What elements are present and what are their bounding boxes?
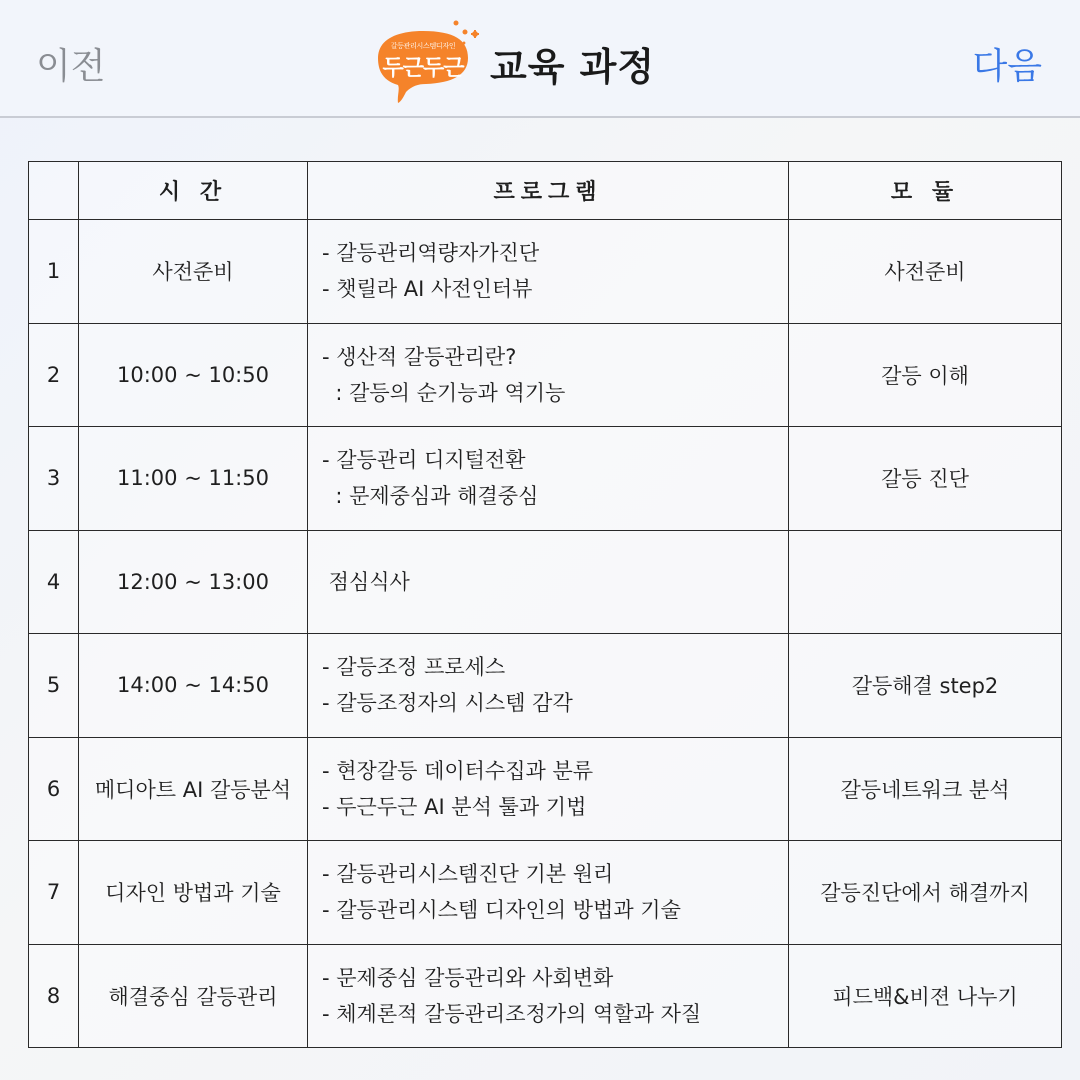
row-number: 6 bbox=[29, 737, 79, 841]
table-row bbox=[29, 634, 1062, 738]
prev-button[interactable]: 이전 bbox=[36, 46, 106, 87]
row-number: 2 bbox=[29, 323, 79, 427]
row-number: 4 bbox=[29, 530, 79, 634]
program-line: - 생산적 갈등관리란? bbox=[322, 344, 517, 369]
table-header-row bbox=[29, 162, 1062, 220]
program-line: - 갈등관리역량자가진단 bbox=[322, 241, 540, 266]
program-line: 점심식사 bbox=[322, 569, 410, 594]
program-line: : 갈등의 순기능과 역기능 bbox=[322, 380, 566, 405]
table-row bbox=[29, 220, 1062, 324]
table-row bbox=[29, 323, 1062, 427]
row-module: 갈등해결 step2 bbox=[789, 634, 1062, 738]
program-line: - 갈등관리시스템진단 기본 원리 bbox=[322, 862, 614, 887]
dugeun-logo bbox=[368, 18, 488, 108]
curriculum-table bbox=[28, 161, 1062, 1048]
program-line: - 문제중심 갈등관리와 사회변화 bbox=[322, 965, 614, 990]
row-time: 사전준비 bbox=[79, 220, 308, 324]
row-number: 5 bbox=[29, 634, 79, 738]
next-button[interactable]: 다음 bbox=[972, 46, 1042, 87]
program-line: : 문제중심과 해결중심 bbox=[322, 484, 539, 509]
table-row bbox=[29, 530, 1062, 634]
row-number: 7 bbox=[29, 841, 79, 945]
row-module: 피드백&비젼 나누기 bbox=[789, 944, 1062, 1048]
program-line: - 두근두근 AI 분석 툴과 기법 bbox=[322, 794, 587, 819]
row-time: 디자인 방법과 기술 bbox=[79, 841, 308, 945]
row-module: 사전준비 bbox=[789, 220, 1062, 324]
row-time: 해결중심 갈등관리 bbox=[79, 944, 308, 1048]
program-line: - 챗릴라 AI 사전인터뷰 bbox=[322, 277, 533, 302]
row-number: 1 bbox=[29, 220, 79, 324]
header-time: 시 간 bbox=[79, 162, 308, 220]
logo-subtitle: 갈등관리시스템디자인 bbox=[390, 42, 456, 50]
logo-wordmark: 두근두근 bbox=[382, 56, 464, 81]
header-program: 프로그램 bbox=[308, 162, 789, 220]
program-line: - 갈등조정자의 시스템 감각 bbox=[322, 691, 573, 716]
table-row bbox=[29, 737, 1062, 841]
page-title: 교육 과정 bbox=[490, 44, 656, 89]
row-time: 12:00 ~ 13:00 bbox=[79, 530, 308, 634]
row-program bbox=[308, 220, 789, 324]
program-line: - 갈등조정 프로세스 bbox=[322, 655, 506, 680]
row-program bbox=[308, 737, 789, 841]
row-number: 8 bbox=[29, 944, 79, 1048]
row-program bbox=[308, 634, 789, 738]
row-module: 갈등네트워크 분석 bbox=[789, 737, 1062, 841]
table-row bbox=[29, 427, 1062, 531]
row-program bbox=[308, 530, 789, 634]
row-program bbox=[308, 944, 789, 1048]
row-program bbox=[308, 323, 789, 427]
row-time: 메디아트 AI 갈등분석 bbox=[79, 737, 308, 841]
top-bar bbox=[0, 0, 1080, 118]
row-time: 14:00 ~ 14:50 bbox=[79, 634, 308, 738]
row-program bbox=[308, 841, 789, 945]
row-program bbox=[308, 427, 789, 531]
row-module: 갈등 이해 bbox=[789, 323, 1062, 427]
program-line: - 갈등관리 디지털전환 bbox=[322, 448, 526, 473]
row-module: 갈등진단에서 해결까지 bbox=[789, 841, 1062, 945]
title-group bbox=[368, 18, 655, 108]
table-row bbox=[29, 944, 1062, 1048]
row-time: 10:00 ~ 10:50 bbox=[79, 323, 308, 427]
header-module: 모 듈 bbox=[789, 162, 1062, 220]
row-module bbox=[789, 530, 1062, 634]
program-line: - 체계론적 갈등관리조정가의 역할과 자질 bbox=[322, 1001, 702, 1026]
table-row bbox=[29, 841, 1062, 945]
row-number: 3 bbox=[29, 427, 79, 531]
program-line: - 현장갈등 데이터수집과 분류 bbox=[322, 758, 594, 783]
row-module: 갈등 진단 bbox=[789, 427, 1062, 531]
row-time: 11:00 ~ 11:50 bbox=[79, 427, 308, 531]
header-num bbox=[29, 162, 79, 220]
program-line: - 갈등관리시스템 디자인의 방법과 기술 bbox=[322, 898, 681, 923]
